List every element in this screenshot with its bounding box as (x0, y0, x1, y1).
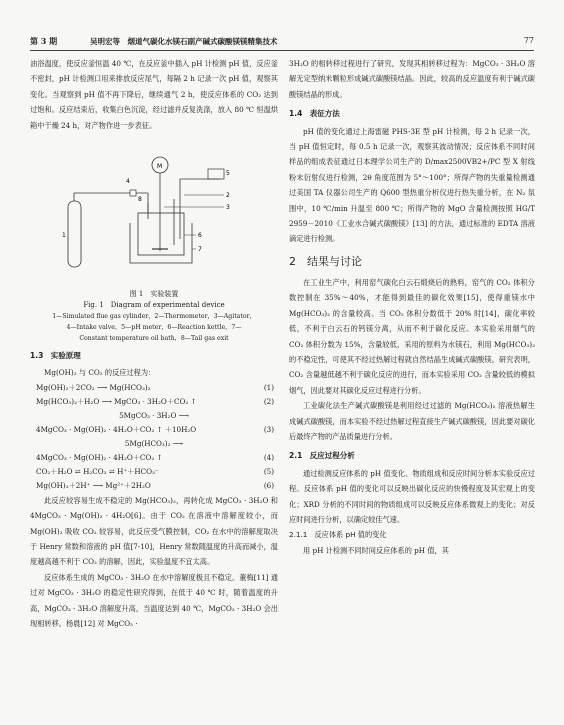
equation-5: CO₂＋H₂O ⇌ H₂CO₃ ⇌ H⁺＋HCO₃⁻ (5) (36, 466, 274, 476)
left-column (30, 56, 278, 632)
equation-6: Mg(OH)₂＋2H⁺ ⟶ Mg²⁺＋2H₂O (6) (36, 480, 274, 490)
figure-legend-1: 1—Simulated flue gas cylinder，2—Thermometer，3—Agitator， (52, 313, 256, 321)
equation-2: Mg(HCO₃)₂＋H₂O ⟶ MgCO₃ · 3H₂O＋CO₂ ↑ (2) (36, 396, 274, 406)
right-column (289, 56, 535, 558)
section-heading: 1.4 表征方法 (289, 109, 340, 119)
paragraph: 3H₂O 的相转移过程进行了研究，发现其相转移过程为：MgCO₃ · 3H₂O 溶解无定型纳米颗粒形成碱式碳酸镁结晶。因此，较高的反应温度有利于碱式碳酸镁结晶的形成。 (289, 59, 535, 99)
figure-legend-3: Constant temperature oil bath，8—Tail gas exit (79, 335, 229, 343)
paragraph: 此反应较容易生成不稳定的 Mg(HCO₃)₂，再转化成 MgCO₃ · 3H₂O 和 4MgCO₃ · Mg(OH)₂ · 4H₂O[6]。由于 CO₂ 在溶液中溶解度较小，而 Mg(OH)₂ 吸收 CO₂ 较容易，此反应受气膜控制，CO₂ 在水中的溶解度取决于 Henry 常数和溶液的 pH 值[7-10]，Henry 常数随温度的升高而减小，温度越高越不利于 CO₂ 的溶解，因此，实验温度不宜太高。 (30, 495, 278, 567)
issue-label: 第 3 期 (30, 36, 58, 46)
paragraph: 用 pH 计检测不同时间反应体系的 pH 值，其 (303, 545, 449, 555)
equation-3a: 5MgCO₃ · 3H₂O ⟶ (119, 410, 189, 420)
label-6: 6 (198, 232, 202, 240)
paragraph: 在工业生产中，利用窑气碳化白云石煅烧后的熟料，窑气的 CO₂ 体积分数控制在 35%～40%，才能得到最佳的碳化效果[15]，使得重镁水中 Mg(HCO₃)₂ 的含量较高。当 CO₂ 体积分数低于 20% 时[14]，碳化率较低，不利于白云石的钙镁分离，从而不利于碳化反应。本实验采用烟气的 CO₂ 体积分数为 15%，含量较低，采用的原料为水镁石，利用 Mg(HCO₃)₂ 的不稳定性，可使其不经过热解过程就自然结晶生成碱式碳酸镁。研究表明，CO₂ 含量越低越不利于碳化反应的进行，而本实验采用 CO₂ 含量较低的模拟烟气，因此要对其碳化反应过程进行分析。 (289, 277, 535, 395)
header-rule (30, 50, 534, 51)
running-title: 吴明宏等 烟道气碳化水镁石副产碱式碳酸镁镁精集技术 (90, 37, 278, 46)
equation-4: 4MgCO₃ · Mg(OH)₂ · 4H₂O＋CO₂ ↑ (4) (36, 452, 274, 462)
paragraph: 工业碳化法生产碱式碳酸镁是利用经过过滤的 Mg(HCO₃)₂ 溶液热解生成碱式碳酸镁，而本实验不经过热解过程直接生产碱式碳酸镁，因此要对碳化后最终产物的产品质量进行分析。 (289, 401, 535, 441)
label-1: 1 (62, 232, 66, 240)
figure-1 (30, 139, 278, 289)
equation-1: Mg(OH)₂＋2CO₂ ⟶ Mg(HCO₃)₂ (1) (36, 382, 274, 392)
figure-caption-en: Fig. 1 Diagram of experimental device (83, 301, 225, 310)
section-heading-main: 2 结果与讨论 (289, 254, 362, 268)
label-2: 2 (226, 192, 230, 200)
label-4: 4 (126, 178, 130, 186)
equation-4a: 5Mg(HCO₃)₂ ⟶ (124, 438, 184, 448)
equation-3: 4MgCO₃ · Mg(OH)₂ · 4H₂O＋CO₂ ↑ ＋10H₂O (3) (36, 424, 274, 434)
page-number: 77 (523, 36, 534, 45)
section-heading: 1.3 实验原理 (30, 351, 81, 361)
label-5: 5 (226, 170, 230, 178)
section-heading: 2.1 反应过程分析 (289, 451, 355, 461)
paragraph: Mg(OH)₂ 与 CO₂ 的反应过程为： (44, 368, 156, 378)
paragraph: 油浴温度，使反应釜恒温 40 ℃，在反应釜中插入 pH 计检测 pH 值，反应釜不密封，pH 计检测口用来排放反应尾气，每隔 2 h 记录一次 pH 值，观察其变化。当观察到 pH 值不再下降后，继续通气 2 h，使反应体系的 CO₂ 达到过饱和。反应结束后，收集白色沉淀，经过滤并反复洗涤，放入 80 ℃ 恒温烘箱中干燥 24 h，对产物作进一步表征。 (30, 59, 278, 130)
figure-legend-2: 4—Intake valve，5—pH meter，6—Reaction kettle，7— (66, 324, 242, 332)
label-8: 8 (138, 196, 142, 204)
subsection-heading: 2.1.1 反应体系 pH 值的变化 (289, 530, 387, 540)
figure-caption-cn: 图 1 实验装置 (129, 290, 179, 299)
label-3: 3 (226, 204, 230, 212)
running-header (30, 36, 534, 48)
paragraph: 通过检测反应体系的 pH 值变化、物质组成和反应时间分析本实验反应过程。反应体系 pH 值的变化可以反映出碳化反应的快慢程度及其宏观上的变化；XRD 分析的不同时间的物质组成可以反映反应体系微观上的变化；对反应时间进行分析，以确定较佳气速。 (289, 468, 535, 524)
paragraph: pH 值的变化通过上海雷磁 PHS-3E 型 pH 计检测，每 2 h 记录一次，当 pH 值恒定时，每 0.5 h 记录一次，观察其波动情况；反应体系不同时间样品的组成表征通过日本理学公司生产的 D/max2500VB2+/PC 型 X 射线粉末衍射仪进行检测，2θ 角度范围为 5°～100°；所得产物的失重量检测通过美国 TA 仪器公司生产的 Q600 型热重分析仪进行热失重分析，在 N₂ 氛围中，10 ℃/min 升温至 800 ℃；所得产物的 MgO 含量检测按照 HG/T 2959－2010《工业水合碱式碳酸镁》[13] 的方法，通过标准的 EDTA 溶液滴定进行检测。 (289, 126, 535, 244)
label-7: 7 (198, 246, 202, 254)
apparatus-diagram (30, 139, 278, 289)
paragraph: 反应体系生成的 MgCO₃ · 3H₂O 在水中溶解度极且不稳定。董梅[11] 通过对 MgCO₃ · 3H₂O 的稳定性研究得到，在低于 40 ℃ 时，随着温度的升高，MgCO₃ · 3H₂O 溶解度升高，当温度达到 40 ℃，MgCO₃ · 3H₂O 会出现相转移。杨晨[12] 对 MgCO₃ · (30, 572, 278, 629)
label-m: M (157, 163, 163, 171)
